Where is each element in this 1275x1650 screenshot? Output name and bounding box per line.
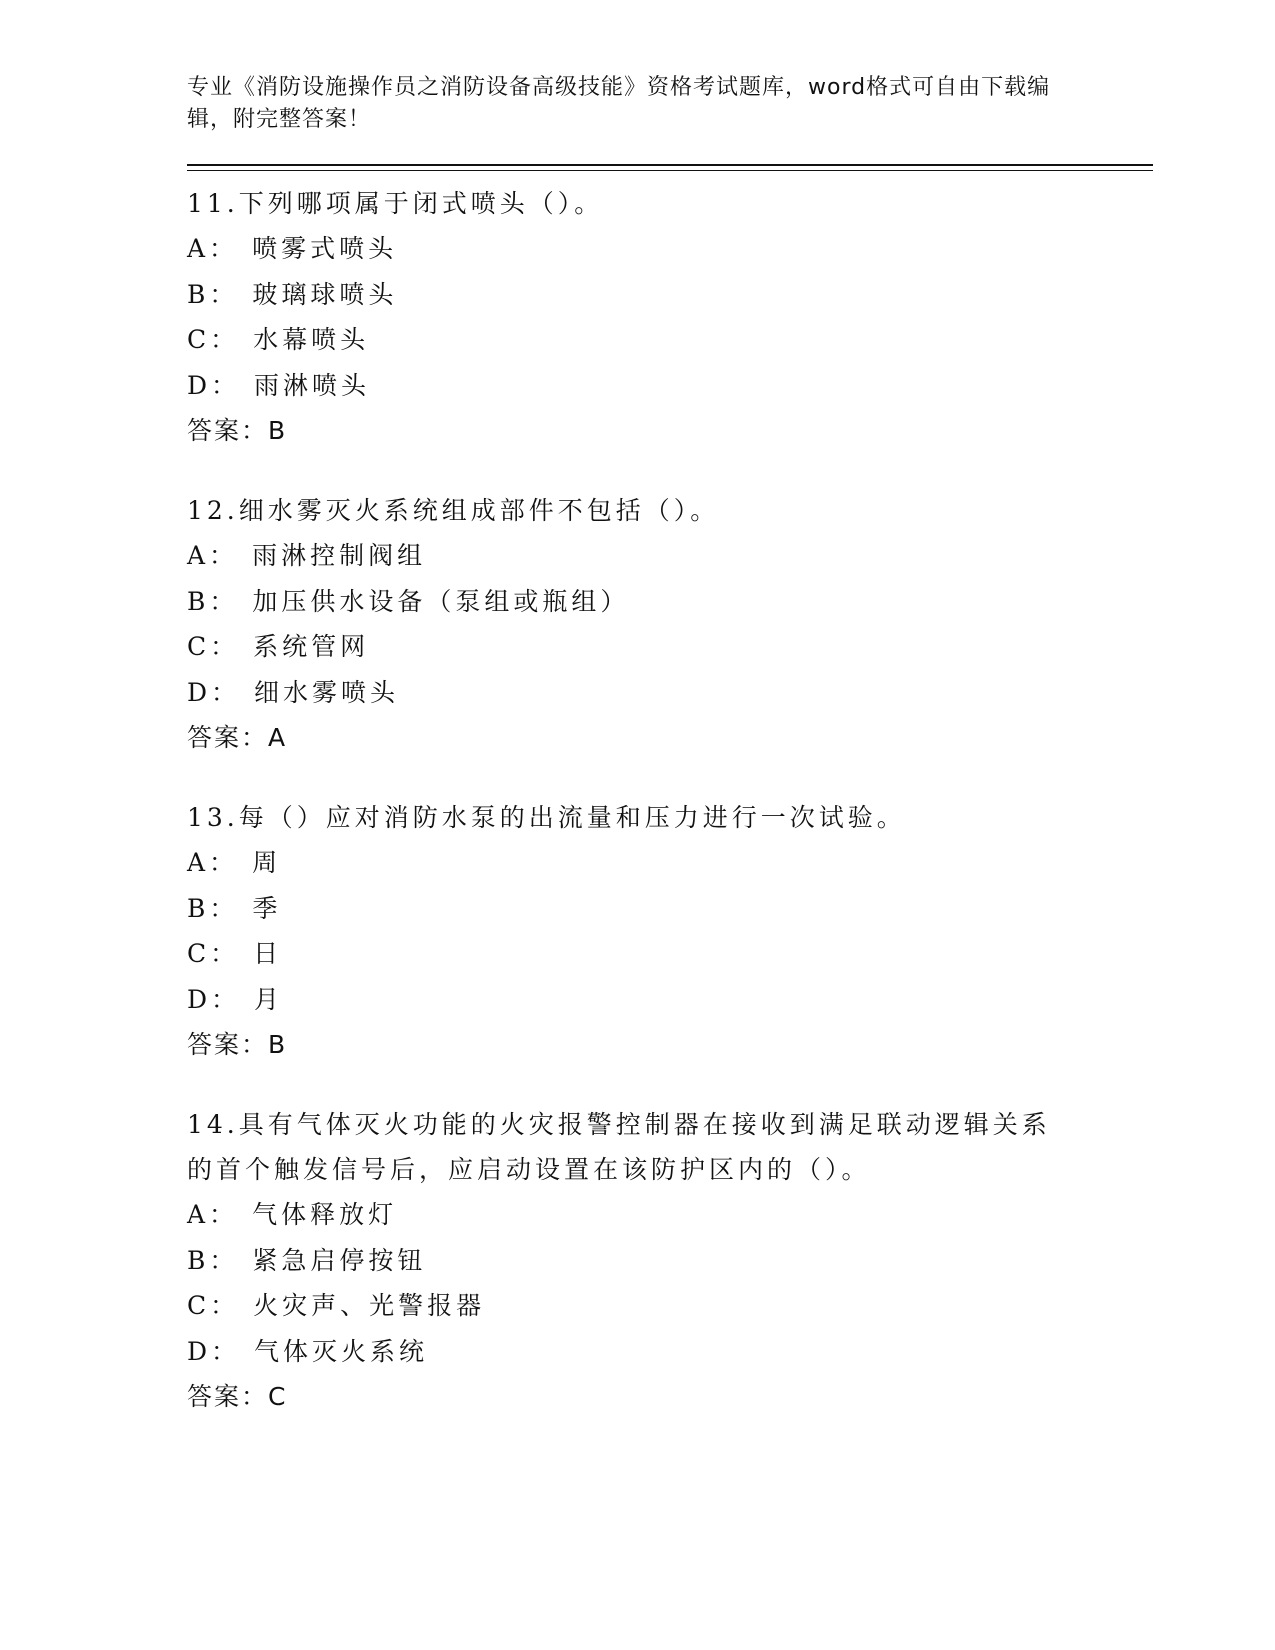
option-key: C：: [187, 939, 240, 968]
option-text: 火灾声、光警报器: [253, 1291, 486, 1320]
option-text: 雨淋喷头: [254, 370, 371, 400]
option-b: [187, 579, 1153, 625]
question-stem: 13.每（）应对消防水泵的出流量和压力进行一次试验。: [187, 803, 906, 832]
option-key: C：: [187, 325, 240, 354]
question-stem: 12.细水雾灭火系统组成部件不包括（）。: [187, 496, 720, 525]
option-c: [187, 624, 1153, 670]
option-key: C：: [187, 632, 240, 661]
option-key: A：: [187, 1200, 239, 1229]
option-c: [187, 1283, 1153, 1329]
option-d: [187, 977, 1153, 1023]
option-key: B：: [187, 893, 239, 923]
document-header: 专业《消防设施操作员之消防设备高级技能》资格考试题库，word格式可自由下载编辑，附完整答案！: [187, 75, 1051, 132]
option-text: 气体释放灯: [252, 1200, 398, 1229]
question-stem: 14.具有气体灭火功能的火灾报警控制器在接收到满足联动逻辑关系的首个触发信号后，应启动设置在该防护区内的（）。: [187, 1110, 1051, 1184]
option-text: 加压供水设备（泵组或瓶组）: [252, 586, 630, 616]
option-text: 系统管网: [253, 632, 370, 661]
option-key: D：: [187, 1336, 241, 1366]
option-a: [187, 226, 1153, 272]
option-text: 雨淋控制阀组: [252, 541, 427, 570]
option-text: 月: [254, 984, 284, 1014]
answer-line: 答案：B: [187, 1030, 288, 1059]
option-text: 日: [253, 939, 283, 968]
option-a: [187, 533, 1153, 579]
option-key: B：: [187, 1245, 239, 1275]
question-11: [187, 181, 1153, 453]
option-key: B：: [187, 586, 239, 616]
option-c: [187, 931, 1153, 977]
option-text: 气体灭火系统: [254, 1336, 429, 1366]
option-key: A：: [187, 541, 239, 570]
option-text: 周: [252, 848, 282, 877]
option-d: [187, 670, 1153, 716]
option-d: [187, 363, 1153, 409]
answer-line: 答案：B: [187, 416, 288, 445]
option-text: 紧急启停按钮: [252, 1245, 427, 1275]
option-a: [187, 840, 1153, 886]
question-13: [187, 795, 1153, 1067]
option-text: 玻璃球喷头: [252, 279, 398, 309]
document-page: [187, 72, 1153, 1419]
option-a: [187, 1192, 1153, 1238]
option-key: D：: [187, 370, 241, 400]
option-key: C：: [187, 1291, 240, 1320]
option-b: [187, 1238, 1153, 1284]
option-key: A：: [187, 234, 239, 263]
option-text: 细水雾喷头: [254, 677, 400, 707]
header-divider: [187, 164, 1153, 171]
answer-line: 答案：C: [187, 1382, 288, 1411]
question-stem: 11.下列哪项属于闭式喷头（）。: [187, 189, 604, 218]
option-text: 喷雾式喷头: [252, 234, 398, 263]
question-14: [187, 1102, 1153, 1419]
option-key: A：: [187, 848, 239, 877]
question-12: [187, 488, 1153, 760]
answer-line: 答案：A: [187, 723, 288, 752]
option-b: [187, 886, 1153, 932]
option-key: B：: [187, 279, 239, 309]
option-d: [187, 1329, 1153, 1375]
option-c: [187, 317, 1153, 363]
option-b: [187, 272, 1153, 318]
option-key: D：: [187, 677, 241, 707]
option-key: D：: [187, 984, 241, 1014]
option-text: 季: [252, 893, 282, 923]
option-text: 水幕喷头: [253, 325, 370, 354]
